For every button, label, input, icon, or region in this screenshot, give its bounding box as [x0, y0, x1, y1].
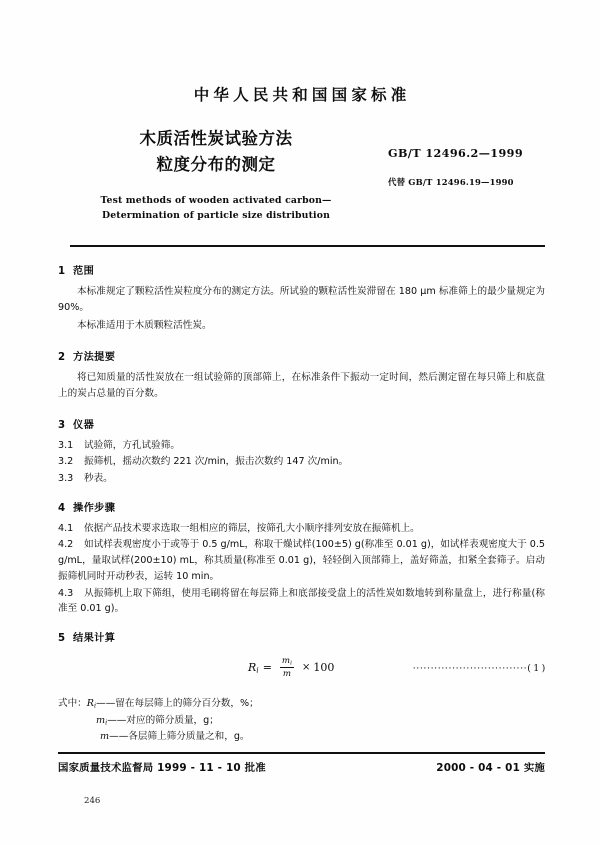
symbol-mi: $m_i$	[96, 714, 108, 726]
document-header	[0, 86, 600, 105]
apparatus-item-text: 秒表。	[84, 473, 113, 485]
apparatus-item-text: 试验筛，方孔试验筛。	[84, 439, 180, 451]
definition-text-1: 留在每层筛上的筛分百分数，%；	[115, 698, 259, 710]
formula-lhs: $R_i$	[248, 660, 259, 675]
national-standard-label: 中华人民共和国国家标准	[193, 86, 411, 104]
where-line-2	[58, 713, 545, 730]
procedure-item	[58, 537, 545, 584]
section-number-1: 1	[58, 266, 66, 277]
apparatus-item	[58, 471, 545, 487]
apparatus-item-label: 3.1	[58, 439, 74, 451]
procedure-item-text: 依据产品技术要求选取一组相应的筛层，按筛孔大小顺序排列安放在振筛机上。	[84, 522, 420, 534]
dot-leader: ································	[412, 663, 528, 675]
procedure-item	[58, 586, 545, 617]
definition-dash-2: ——	[107, 714, 127, 726]
definition-text-2: 对应的筛分质量，g；	[126, 714, 219, 726]
percentage-retained-formula	[248, 656, 334, 679]
document-body	[58, 262, 545, 746]
section-heading-apparatus	[58, 416, 545, 431]
section-number-4: 4	[58, 502, 66, 514]
footer-divider-rule	[58, 752, 545, 754]
procedure-item-text: 如试样表观密度小于或等于 0.5 g/mL，称取干燥试样(100±5) g(称准至 0.01 g)，如试样表观密度大于 0.5 g/mL，量取试样(200±10) mL，称其质量(称准至 0.01 g)，轻轻倒入顶部筛上，盖好筛盖，扣紧全套筛子。启动振筛机同时开动秒表，运转 10 min。	[58, 539, 545, 582]
section-heading-scope	[58, 262, 545, 277]
procedure-item	[58, 521, 545, 537]
where-line-1	[58, 696, 545, 713]
title-line-2: 粒度分布的测定	[156, 154, 276, 174]
procedure-item-text: 从振筛机上取下筛组，使用毛刷将留在每层筛上和底部接受盘上的活性炭如数地转到称量盘上，进行称量(称准至 0.01 g)。	[58, 587, 545, 615]
apparatus-item-label: 3.2	[58, 456, 74, 468]
formula-equals-sign: =	[262, 661, 272, 675]
symbol-m: m	[100, 731, 110, 743]
standard-number: GB/T 12496.2—1999	[388, 146, 524, 160]
scope-paragraph-2: 本标准适用于木质颗粒活性炭。	[77, 320, 212, 332]
title-en-line-2: Determination of particle size distribution	[102, 210, 330, 222]
formula-lhs-subscript: i	[256, 665, 259, 675]
section-heading-procedure	[58, 499, 545, 514]
principle-paragraph-1: 将已知质量的活性炭放在一组试验筛的顶部筛上，在标准条件下振动一定时间，然后测定留在每只筛上和底盘上的炭占总量的百分数。	[58, 372, 545, 399]
scope-paragraph-1: 本标准规定了颗粒活性炭粒度分布的测定方法。所试验的颗粒活性炭滞留在 180 μm 标准筛上的最少量规定为 90%。	[58, 286, 545, 313]
where-line-3	[58, 729, 545, 746]
definition-dash-3: ——	[109, 731, 129, 743]
apparatus-item	[58, 438, 545, 454]
section-heading-principle	[58, 348, 545, 363]
section-number-2: 2	[58, 352, 66, 364]
section-title-3: 仪器	[73, 419, 95, 431]
formula-fraction	[279, 656, 295, 679]
formula-denominator: m	[280, 667, 294, 679]
section-heading-calculation	[58, 629, 545, 644]
apparatus-item	[58, 454, 545, 470]
procedure-item-label: 4.2	[58, 539, 74, 551]
section-number-5: 5	[58, 633, 66, 645]
where-label: 式中：	[58, 698, 87, 710]
section-number-3: 3	[58, 419, 66, 431]
section-title-5: 结果计算	[73, 633, 116, 645]
definition-text-3: 各层筛上筛分质量之和，g。	[128, 731, 250, 743]
document-title-english	[66, 193, 366, 223]
formula-factor: 100	[313, 661, 335, 675]
definition-dash-1: ——	[96, 698, 116, 710]
replaced-standard-note: 代替 GB/T 12496.19—1990	[388, 177, 514, 187]
equation-number-block	[413, 663, 545, 674]
title-en-line-1: Test methods of wooden activated carbon—	[100, 195, 332, 207]
formula-row	[58, 656, 545, 690]
title-line-1: 木质活性炭试验方法	[139, 129, 293, 148]
section-title-1: 范围	[73, 266, 95, 277]
section-title-4: 操作步骤	[73, 502, 116, 514]
page-number: 246	[84, 796, 101, 806]
section-title-2: 方法提要	[73, 352, 116, 364]
document-footer	[58, 759, 545, 774]
procedure-item-label: 4.1	[58, 522, 74, 534]
symbol-definitions	[58, 696, 545, 746]
title-block	[66, 126, 366, 223]
procedure-item-label: 4.3	[58, 587, 74, 599]
symbol-R: $R_i$	[86, 698, 97, 710]
apparatus-item-label: 3.3	[58, 473, 74, 485]
header-divider-rule	[70, 245, 545, 247]
formula-multiply-sign: ×	[301, 662, 311, 674]
formula-numerator: $m_i$	[281, 656, 292, 667]
implementation-statement: 2000 - 04 - 01 实施	[436, 762, 545, 774]
approval-statement: 国家质量技术监督局 1999 - 11 - 10 批准	[58, 762, 266, 774]
equation-number: ( 1 )	[527, 663, 545, 675]
document-title-chinese	[66, 126, 366, 177]
standard-number-block	[388, 146, 548, 188]
apparatus-item-text: 振筛机，摇动次数约 221 次/min，振击次数约 147 次/min。	[84, 456, 349, 468]
